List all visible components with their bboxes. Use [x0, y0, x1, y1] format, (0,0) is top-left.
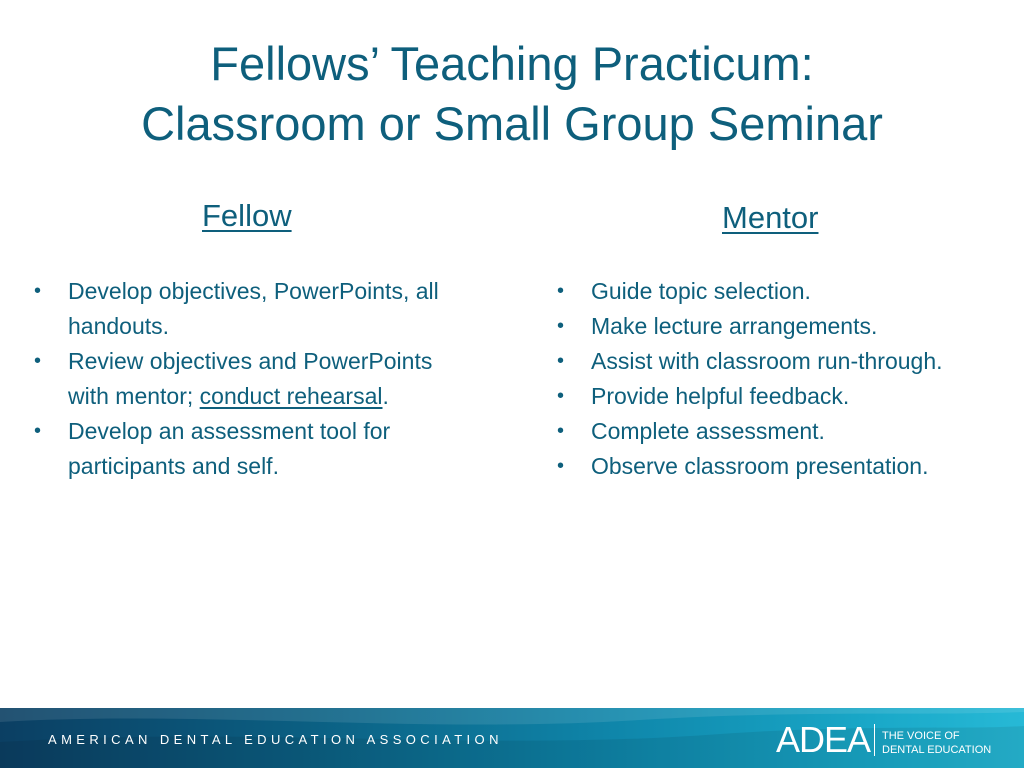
bullet-icon: •: [34, 280, 42, 302]
list-item-text: Develop an assessment tool for participants and self.: [68, 418, 391, 479]
mentor-column-heading: Mentor: [722, 200, 819, 235]
list-item-text: Make lecture arrangements.: [591, 313, 878, 339]
bullet-icon: •: [557, 350, 565, 372]
bullet-icon: •: [557, 280, 565, 302]
list-item: [557, 274, 1017, 309]
bullet-icon: •: [557, 420, 565, 442]
list-item: [34, 344, 474, 414]
logo-divider: [874, 724, 875, 756]
list-item-text: Observe classroom presentation.: [591, 453, 929, 479]
underlined-text: conduct rehearsal: [199, 383, 383, 409]
list-item: [557, 344, 1017, 379]
bullet-icon: •: [557, 455, 565, 477]
adea-tagline: [882, 729, 991, 757]
tagline-line-1: THE VOICE OF: [882, 730, 960, 742]
title-line-2: Classroom or Small Group Seminar: [141, 97, 883, 150]
title-line-1: Fellows’ Teaching Practicum:: [210, 37, 814, 90]
list-item: [557, 379, 1017, 414]
list-item-text: Assist with classroom run-through.: [591, 348, 943, 374]
organization-name: AMERICAN DENTAL EDUCATION ASSOCIATION: [48, 732, 503, 747]
slide-title: [0, 34, 1024, 154]
bullet-icon: •: [557, 385, 565, 407]
list-item-text: Provide helpful feedback.: [591, 383, 850, 409]
bullet-icon: •: [34, 420, 42, 442]
bullet-icon: •: [34, 350, 42, 372]
list-item: [557, 414, 1017, 449]
mentor-list: [557, 274, 1017, 484]
list-item-text: Complete assessment.: [591, 418, 825, 444]
fellow-list: [34, 274, 474, 484]
footer-bar: [0, 708, 1024, 768]
list-item-text: Review objectives and PowerPoints with mentor;: [68, 348, 433, 409]
list-item-text-end: .: [382, 383, 389, 409]
list-item: [34, 274, 474, 344]
list-item: [557, 449, 1017, 484]
list-item: [557, 309, 1017, 344]
list-item-text: Develop objectives, PowerPoints, all handouts.: [68, 278, 439, 339]
tagline-line-2: DENTAL EDUCATION: [882, 744, 992, 756]
fellow-column-heading: Fellow: [202, 198, 292, 233]
adea-wordmark: ADEA: [776, 719, 871, 760]
list-item-text: Guide topic selection.: [591, 278, 811, 304]
list-item: [34, 414, 474, 484]
bullet-icon: •: [557, 315, 565, 337]
